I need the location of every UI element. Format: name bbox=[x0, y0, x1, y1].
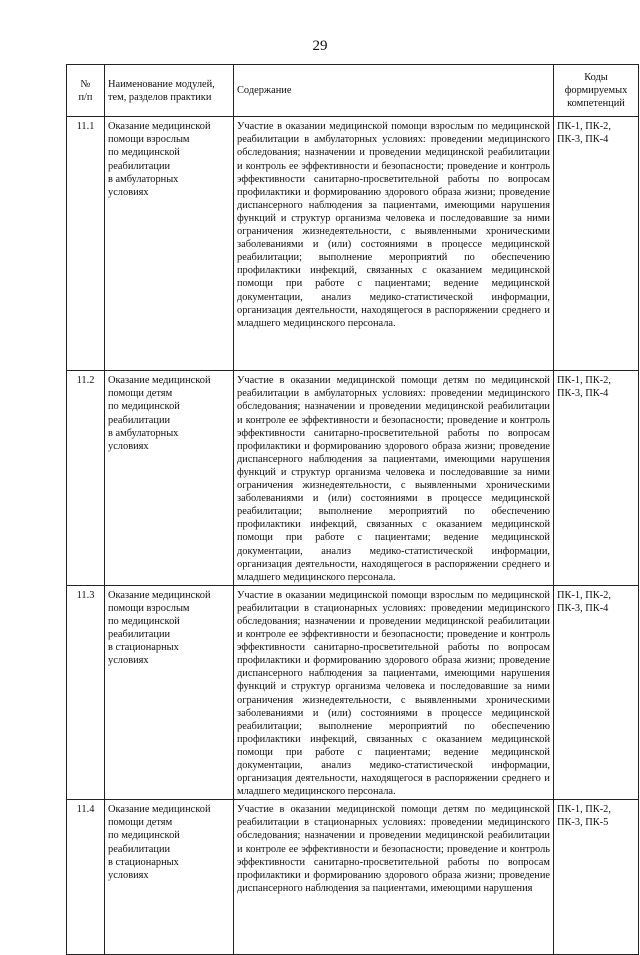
row-content: Участие в оказании медицинской помощи детям по медицинской реабилитации в стационарных условиях: проведении медицинского обследования; назначении и проведении медицинской реабилитации и контроле ее эффективности и безопасности; проведение и контроль эффективности санитарно-просветительной работы по вопросам профилактики и формированию здорового образа жизни; проведение диспансерного наблюдения за пациентами, имеющими нарушения bbox=[234, 800, 554, 955]
row-content: Участие в оказании медицинской помощи детям по медицинской реабилитации в амбулаторных условиях: проведении медицинского обследования; назначении и проведении медицинской реабилитации и контроле ее эффективности и безопасности; проведение и контроль эффективности санитарно-просветительной работы по вопросам профилактики и формированию здорового образа жизни; проведение диспансерного наблюдения за пациентами, имеющими нарушения функций и структур организма человека и последовавшие за ними ограничения жизнедеятельности, с выявленными хроническими заболеваниями и (или) состояниями в процессе медицинской реабилитации; выполнение мероприятий по обеспечению профилактики инфекций, связанных с оказанием медицинской помощи при работе с пациентами; ведение медицинской документации, анализ медико-статистической информации, организация деятельности, находящегося в распоряжении среднего и младшего медицинского персонала. bbox=[234, 371, 554, 586]
row-codes: ПК-1, ПК-2, ПК-3, ПК-5 bbox=[554, 800, 639, 955]
row-name: Оказание медицинской помощи детям по медицинской реабилитации в стационарных условиях bbox=[105, 800, 234, 955]
header-number: № п/п bbox=[67, 65, 105, 117]
header-content: Содержание bbox=[234, 65, 554, 117]
row-number: 11.1 bbox=[67, 117, 105, 371]
table-header-row bbox=[67, 65, 639, 117]
row-number: 11.3 bbox=[67, 585, 105, 800]
table-row bbox=[67, 117, 639, 371]
row-content: Участие в оказании медицинской помощи взрослым по медицинской реабилитации в стационарных условиях: проведении медицинского обследования; назначении и проведении медицинской реабилитации и контроле ее эффективности и безопасности; проведение и контроль эффективности санитарно-просветительной работы по вопросам профилактики и формированию здорового образа жизни; проведение диспансерного наблюдения за пациентами, имеющими нарушения функций и структур организма человека и последовавшие за ними ограничения жизнедеятельности, с выявленными хроническими заболеваниями и (или) состояниями в процессе медицинской реабилитации; выполнение мероприятий по обеспечению профилактики инфекций, связанных с оказанием медицинской помощи при работе с пациентами; ведение медицинской документации, анализ медико-статистической информации, организация деятельности, находящегося в распоряжении среднего и младшего медицинского персонала. bbox=[234, 585, 554, 800]
table-row bbox=[67, 800, 639, 955]
table-row bbox=[67, 371, 639, 586]
header-codes: Коды формируемых компетенций bbox=[554, 65, 639, 117]
row-codes: ПК-1, ПК-2, ПК-3, ПК-4 bbox=[554, 585, 639, 800]
row-number: 11.2 bbox=[67, 371, 105, 586]
row-name: Оказание медицинской помощи детям по медицинской реабилитации в амбулаторных условиях bbox=[105, 371, 234, 586]
table-row bbox=[67, 585, 639, 800]
row-content: Участие в оказании медицинской помощи взрослым по медицинской реабилитации в амбулаторных условиях: проведении медицинского обследования; назначении и проведении медицинской реабилитации и контроль ее эффективности и безопасности; проведение и контроль эффективности санитарно-просветительной работы по вопросам профилактики и формированию здорового образа жизни; проведение диспансерного наблюдения за пациентами, имеющими нарушения функций и структур организма человека и последовавшие за ними ограничения жизнедеятельности, с выявленными хроническими заболеваниями и (или) состояниями в процессе медицинской реабилитации; выполнение мероприятий по обеспечению профилактики инфекций, связанных с оказанием медицинской помощи при работе с пациентами; ведение медицинской документации, анализ медико-статистической информации, организация деятельности, находящегося в распоряжении среднего и младшего медицинского персонала. bbox=[234, 117, 554, 371]
row-name: Оказание медицинской помощи взрослым по медицинской реабилитации в стационарных условиях bbox=[105, 585, 234, 800]
row-number: 11.4 bbox=[67, 800, 105, 955]
row-codes: ПК-1, ПК-2, ПК-3, ПК-4 bbox=[554, 117, 639, 371]
practice-modules-table bbox=[66, 64, 639, 955]
header-name: Наименование модулей, тем, разделов практики bbox=[105, 65, 234, 117]
row-name: Оказание медицинской помощи взрослым по медицинской реабилитации в амбулаторных условиях bbox=[105, 117, 234, 371]
page-number: 29 bbox=[312, 38, 328, 54]
row-codes: ПК-1, ПК-2, ПК-3, ПК-4 bbox=[554, 371, 639, 586]
